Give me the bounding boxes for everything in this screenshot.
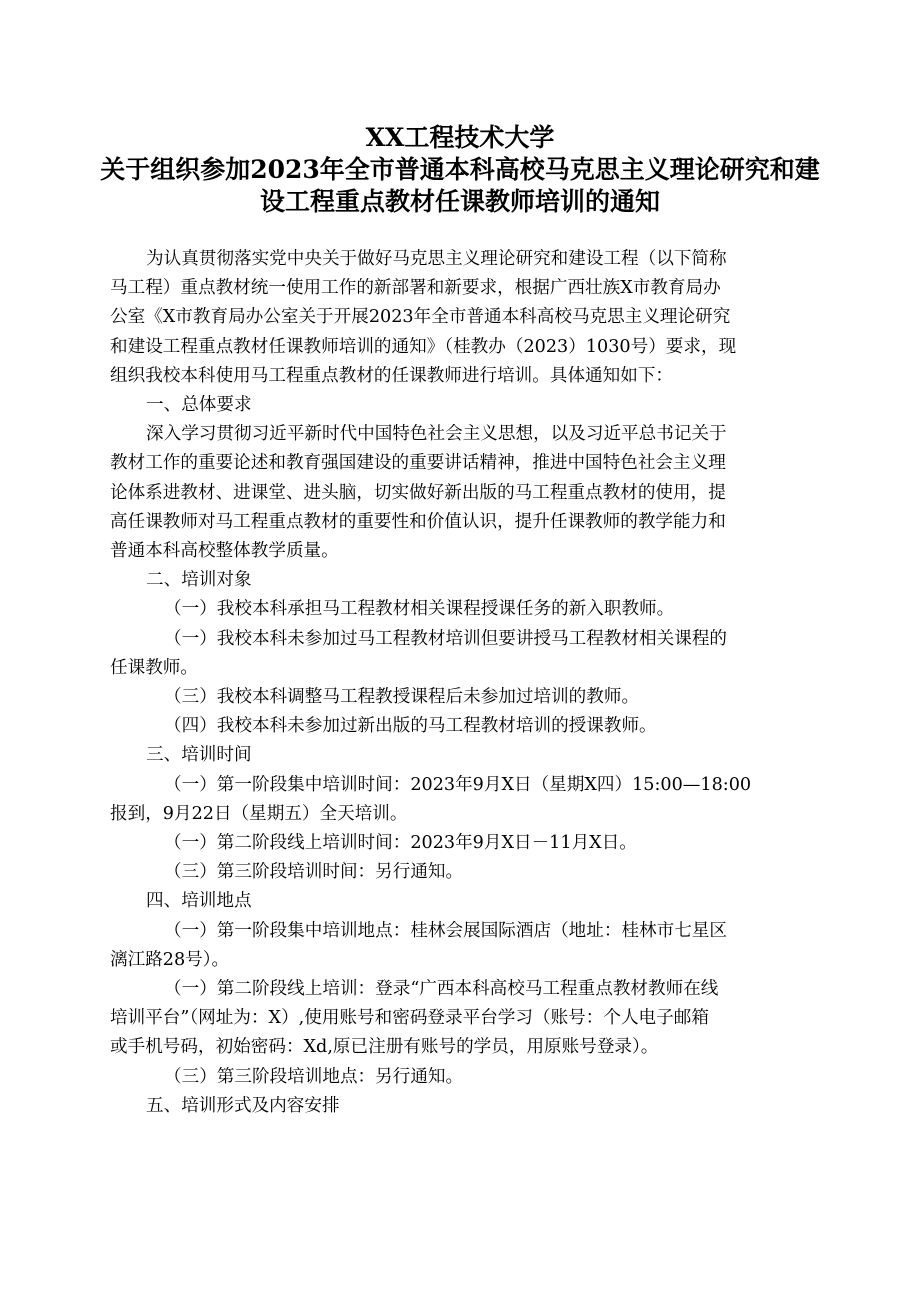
section-3-heading: 三、培训时间 (146, 745, 252, 766)
title-line-1: XX工程技术大学 (365, 123, 555, 152)
section-1-line-5: 普通本科高校整体教学质量。 (110, 541, 339, 562)
intro-line-5: 组织我校本科使用马工程重点教材的任课教师进行培训。具体通知如下： (110, 365, 674, 386)
section-3-item-3: （三）第三阶段培训时间：另行通知。 (164, 862, 464, 883)
section-1-line-4: 高任课教师对马工程重点教材的重要性和价值认识，提升任课教师的教学能力和 (110, 511, 726, 532)
section-2-item-2-line-1: （一）我校本科未参加过马工程教材培训但要讲授马工程教材相关课程的 (164, 628, 728, 649)
intro-line-1: 为认真贯彻落实党中央关于做好马克思主义理论研究和建设工程（以下简称 (146, 249, 727, 269)
section-5 (110, 1092, 816, 1121)
section-4-item-2-line-3: 或手机号码，初始密码：Xd,原已注册有账号的学员，用原账号登录）。 (110, 1037, 659, 1058)
section-4-item-3: （三）第三阶段培训地点：另行通知。 (164, 1066, 464, 1087)
section-1-line-3: 论体系进教材、进课堂、进头脑，切实做好新出版的马工程重点教材的使用，提 (110, 482, 726, 503)
intro-line-4: 和建设工程重点教材任课教师培训的通知》（桂教办（2023）1030号）要求，现 (110, 336, 737, 357)
section-2-item-4: （四）我校本科未参加过新出版的马工程教材培训的授课教师。 (164, 716, 657, 737)
section-4-heading: 四、培训地点 (146, 891, 252, 912)
title-line-3: 设工程重点教材任课教师培训的通知 (259, 187, 660, 216)
section-3-item-2: （一）第二阶段线上培训时间：2023年9月X日－11月X日。 (164, 833, 637, 854)
section-1 (110, 391, 816, 566)
title-line-2: 关于组织参加2023年全市普通本科高校马克思主义理论研究和建 (100, 155, 820, 184)
section-1-line-2: 教材工作的重要论述和教育强国建设的重要讲话精神，推进中国特色社会主义理 (110, 453, 726, 474)
section-1-heading: 一、总体要求 (146, 395, 252, 416)
section-2 (110, 566, 816, 741)
intro-line-2: 马工程）重点教材统一使用工作的新部署和新要求，根据广西壮族X市教育局办 (110, 278, 721, 299)
section-4-item-2-line-1: （一）第二阶段线上培训：登录“广西本科高校马工程重点教材教师在线 (164, 979, 719, 1000)
section-4-item-1-line-2: 漓江路28号）。 (110, 949, 230, 970)
section-2-item-3: （三）我校本科调整马工程教授课程后未参加过培训的教师。 (164, 687, 640, 708)
document-body (110, 245, 816, 1121)
section-3 (110, 741, 816, 887)
section-1-line-1: 深入学习贯彻习近平新时代中国特色社会主义思想，以及习近平总书记关于 (146, 424, 727, 445)
section-3-item-1-line-1: （一）第一阶段集中培训时间：2023年9月X日（星期X四）15:00—18:00 (164, 774, 752, 795)
section-4-item-2-line-2: 培训平台”（网址为：X）,使用账号和密码登录平台学习（账号：个人电子邮箱 (110, 1008, 709, 1029)
section-4-item-1-line-1: （一）第一阶段集中培训地点：桂林会展国际酒店（地址：桂林市七星区 (164, 920, 728, 941)
document-title (100, 122, 820, 218)
section-2-item-1: （一）我校本科承担马工程教材相关课程授课任务的新入职教师。 (164, 599, 675, 620)
section-2-item-2-line-2: 任课教师。 (110, 657, 198, 678)
section-3-item-1-line-2: 报到，9月22日（星期五）全天培训。 (110, 803, 408, 824)
section-4 (110, 887, 816, 1091)
section-2-heading: 二、培训对象 (146, 570, 252, 591)
intro-paragraph (110, 245, 816, 391)
intro-line-3: 公室《X市教育局办公室关于开展2023年全市普通本科高校马克思主义理论研究 (110, 307, 731, 328)
section-5-heading: 五、培训形式及内容安排 (146, 1095, 340, 1116)
